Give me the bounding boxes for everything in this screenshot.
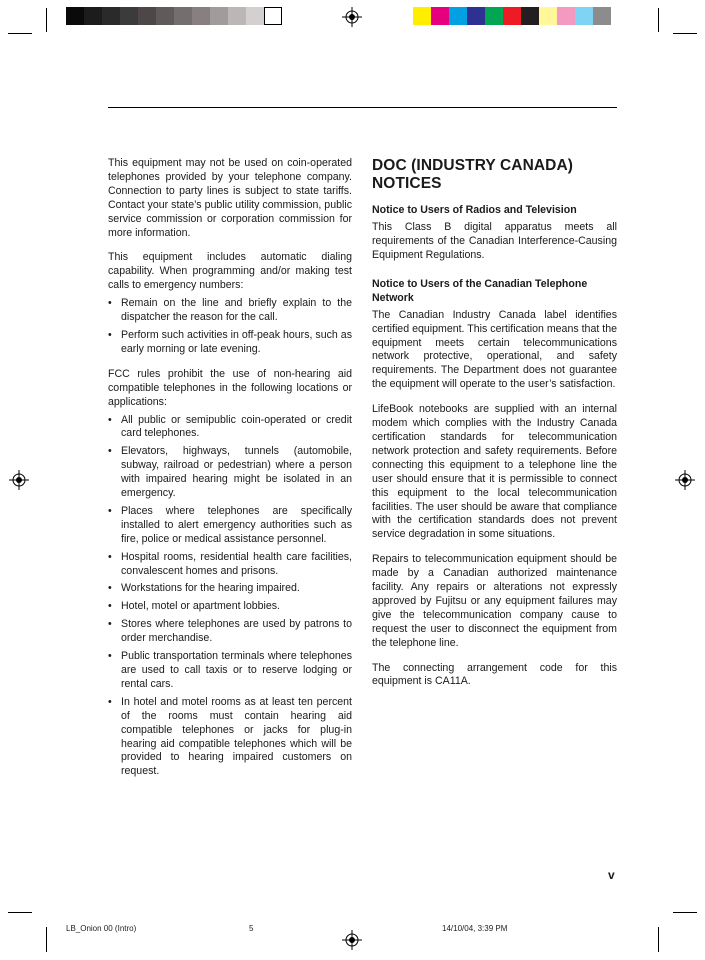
section-heading: DOC (INDUSTRY CANADA) NOTICES (372, 157, 574, 192)
slug-page: 5 (249, 924, 254, 933)
color-swatch (210, 7, 228, 25)
page-number: v (608, 868, 615, 882)
list-item: • Public transportation terminals where telephones are used to call taxis or to reserve lodging or rental cars. (108, 650, 352, 692)
color-swatch (66, 7, 84, 25)
color-swatch (593, 7, 611, 25)
slug-file-name: LB_Onion 00 (Intro) (66, 924, 137, 933)
list-item: • Workstations for the hearing impaired. (108, 582, 352, 596)
list-item: • Stores where telephones are used by patrons to order merchandise. (108, 618, 352, 646)
hearing-aid-location-list (108, 414, 352, 780)
registration-mark-icon (342, 7, 362, 27)
modem-compliance-paragraph: LifeBook notebooks are supplied with an internal modem which complies with the Industry Canada certification standards for telecommunication network protection and safety requirements. Before connecting this equipment to a telephone line the user should ensure that it is permissible to connect this equipment to the local telecommunication facilities. The user should be aware that compliance with the certification standards does not prevent service degradation in some situations. (372, 403, 617, 541)
list-item: • Hotel, motel or apartment lobbies. (108, 600, 352, 614)
color-swatch (120, 7, 138, 25)
gray-calibration-bar (66, 7, 282, 25)
color-swatch (138, 7, 156, 25)
registration-mark-icon (342, 930, 362, 950)
color-swatch (413, 7, 431, 25)
list-item: • Hospital rooms, residential health care facilities, convalescent homes and prisons. (108, 551, 352, 579)
emergency-call-list (108, 297, 352, 357)
radio-tv-subheading: Notice to Users of Radios and Television (372, 204, 577, 216)
color-calibration-bar (413, 7, 611, 25)
registration-mark-icon (675, 470, 695, 490)
color-swatch (467, 7, 485, 25)
list-item: • In hotel and motel rooms as at least ten percent of the rooms must contain hearing aid compatible telephones or jacks for plug-in hearing aid compatible telephones which will be provided to hearing impaired customers on request. (108, 696, 352, 779)
color-swatch (557, 7, 575, 25)
list-item: • Elevators, highways, tunnels (automobile, subway, railroad or pedestrian) where a person with impaired hearing might be isolated in an emergency. (108, 445, 352, 501)
color-swatch (156, 7, 174, 25)
color-swatch (521, 7, 539, 25)
color-swatch (84, 7, 102, 25)
list-item: • Remain on the line and briefly explain to the dispatcher the reason for the call. (108, 297, 352, 325)
class-b-paragraph: This Class B digital apparatus meets all requirements of the Canadian Interference-Causing Equipment Regulations. (372, 221, 617, 261)
color-swatch (485, 7, 503, 25)
right-column (372, 157, 617, 700)
left-column (108, 157, 352, 790)
color-swatch (102, 7, 120, 25)
color-swatch (174, 7, 192, 25)
color-swatch (539, 7, 557, 25)
coin-phone-paragraph: This equipment may not be used on coin-operated telephones provided by your telephone company. Connection to party lines is subject to state tariffs. Contact your state’s public utility commission, public service commission or corporation commission for more information. (108, 157, 352, 239)
fcc-hearing-aid-paragraph: FCC rules prohibit the use of non-hearing aid compatible telephones in the following locations or applications: (108, 367, 352, 408)
arrangement-code-paragraph: The connecting arrangement code for this equipment is CA11A. (372, 661, 617, 688)
certification-paragraph: The Canadian Industry Canada label identifies certified equipment. This certification means that the equipment meets certain telecommunications network protective, operational, and safety requirements. The Department does not guarantee the equipment will operate to the user’s satisfaction. (372, 308, 617, 391)
color-swatch (431, 7, 449, 25)
telephone-network-subheading: Notice to Users of the Canadian Telephone Network (372, 277, 588, 304)
slug-date: 14/10/04, 3:39 PM (442, 924, 508, 933)
color-swatch (228, 7, 246, 25)
list-item: • Perform such activities in off-peak hours, such as early morning or late evening. (108, 329, 352, 357)
color-swatch (575, 7, 593, 25)
auto-dial-paragraph: This equipment includes automatic dialing capability. When programming and/or making test calls to emergency numbers: (108, 251, 352, 292)
repairs-paragraph: Repairs to telecommunication equipment should be made by a Canadian authorized maintenance facility. Any repairs or alterations not expressly approved by Fujitsu or any equipment failures may give the telecommunication company cause to request the user to disconnect the equipment from the telephone line. (372, 553, 617, 649)
list-item: • Places where telephones are specifically installed to alert emergency authorities such as fire, police or medical assistance personnel. (108, 505, 352, 547)
color-swatch (503, 7, 521, 25)
color-swatch (246, 7, 264, 25)
header-rule (108, 107, 617, 108)
list-item: • All public or semipublic coin-operated or credit card telephones. (108, 414, 352, 442)
color-swatch (264, 7, 282, 25)
color-swatch (192, 7, 210, 25)
color-swatch (449, 7, 467, 25)
registration-mark-icon (9, 470, 29, 490)
